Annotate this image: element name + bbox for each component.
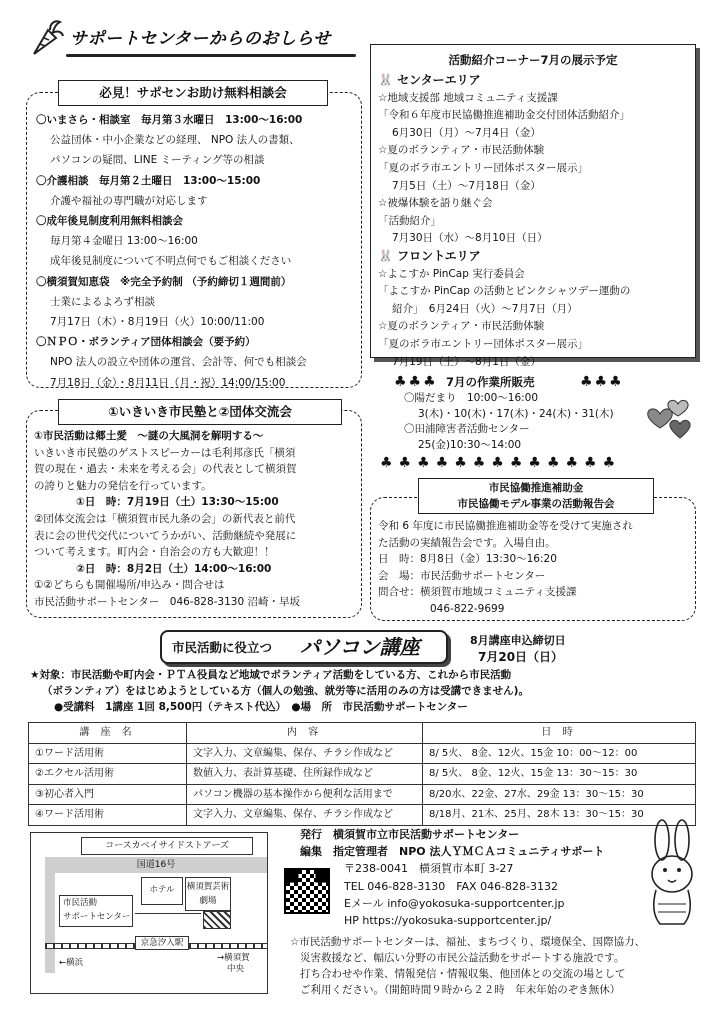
exhibit-line: 7月19日（土）～8月1日（金）	[392, 355, 541, 368]
consult-line: 公益団体・中小企業などの経理、 NPO 法人の書類、	[50, 134, 300, 147]
course-name: ②エクセル活用術	[29, 764, 187, 785]
clover-icon: ♣♣♣	[394, 374, 438, 390]
pc-deadline-label: 8月講座申込締切日	[470, 634, 566, 647]
publisher-tel: TEL 046-828-3130 FAX 046-828-3132	[344, 879, 559, 893]
map-route-label: 国道16号	[136, 860, 176, 870]
ikiiki-line: ①市民活動は郷土愛 ～謎の大風洞を解明する～	[34, 430, 264, 442]
report-line: 令和 6 年度に市民協働推進補助金等を受けて実施され	[378, 520, 633, 532]
course-schedule: 8/20水、22金、27水、29金 13：30～15：30	[423, 784, 696, 805]
ikiiki-line: ①②どちらも開催場所/申込み・問合せは	[34, 579, 225, 592]
support-news-title: サポートセンターからのおしらせ	[70, 29, 331, 49]
consult-line: 介護や福祉の専門職が対応します	[50, 194, 208, 207]
course-content: パソコン機器の基本操作から便利な活用まで	[187, 784, 423, 805]
publisher-postal: 〒238-0041 横須賀市本町 3-27	[344, 862, 514, 876]
exhibit-line: ☆よこすか PinCap 実行委員会	[378, 267, 525, 280]
consult-line: 毎月第４金曜日 13:00～16:00	[50, 235, 198, 248]
exhibit-line: ☆地域支援部 地域コミュニティ支援課	[378, 91, 558, 104]
ikiiki-title: ①いきいき市民塾と②団体交流会	[58, 399, 342, 425]
consult-line: 〇成年後見制度利用無料相談会	[36, 215, 183, 228]
report-title-line1: 市民協働推進補助金	[488, 482, 584, 494]
report-line: た活動の実績報告会です。入場自由。	[378, 536, 556, 549]
workshop-sale-body	[404, 391, 614, 453]
consult-line: パソコンの疑問、LINE ミーティング等の相談	[50, 154, 265, 167]
exhibit-title: 活動紹介コーナー7月の展示予定	[448, 53, 618, 67]
consult-line: 士業によるよろず相談	[50, 295, 155, 308]
rabbit-icon: 🐰	[378, 73, 393, 87]
map-route-road	[45, 857, 267, 873]
rabbit-mascot-icon	[640, 818, 706, 930]
ikiiki-line: 市民活動サポートセンター 046-828-3130 沼崎・早坂	[34, 595, 300, 608]
ikiiki-body	[34, 428, 360, 611]
map-station: 京急汐入駅	[135, 936, 189, 950]
consult-line: 7月17日（木）・8月19日（火）10:00/11:00	[50, 316, 265, 329]
ikiiki-line: 賀の現在・過去・未来を考える会」の代表として横須賀	[34, 463, 297, 476]
table-header: 日 時	[423, 723, 696, 744]
exhibit-line: 「よこすか PinCap の活動とピンクシャツデー運動の	[378, 285, 631, 298]
ikiiki-line: ついて考えます。町内会・自治会の方も大歓迎！！	[34, 546, 275, 559]
pc-target-line: ★対象：市民活動や町内会・ＰＴＡ役員など地域でボランティア活動をしている方、これから市民活動	[30, 669, 512, 681]
consult-line: 7月18日（金）・8月11日（月・祝）14:00/15:00	[50, 376, 286, 389]
consult-title: 必見！サポセンお助け無料相談会	[58, 80, 328, 106]
consult-line: NPO 法人の設立や団体の運営、会計等、何でも相談会	[50, 356, 307, 369]
table-header: 内 容	[187, 723, 423, 744]
course-name: ③初心者入門	[29, 784, 187, 805]
exhibit-line: 7月30日（水）～8月10日（日）	[392, 232, 548, 245]
center-area-title: センターエリア	[397, 73, 481, 87]
exhibit-line: 「夏のボラ市エントリー団体ポスター展示」	[378, 337, 588, 350]
ikiiki-line: ②日 時：8月2日（土）14:00～16:00	[76, 562, 272, 575]
map-store: コースカベイサイドストアーズ	[81, 837, 253, 855]
front-area-title: フロントエリア	[397, 248, 481, 263]
map-theater: 横須賀芸術劇場	[185, 877, 231, 911]
exhibit-line: 紹介」 6月24日（火）～7月7日（月）	[392, 302, 578, 315]
exhibit-line: 6月30日（月）～7月4日（金）	[392, 126, 541, 139]
workshop-line: 25(金)10:30～14:00	[418, 438, 522, 451]
map-to-right: →横須賀 中央	[217, 953, 250, 974]
consult-body	[36, 110, 358, 393]
map-center-block	[203, 911, 231, 929]
map-arrow	[135, 913, 201, 914]
footer-line: 災害救援など、幅広い分野の市民公益活動をサポートする施設です。	[300, 952, 625, 964]
pc-target-line: （ボランティア）をはじめようとしている方（個人の勉強、就労等に活用のみの方は受講できません)。	[42, 685, 529, 697]
table-row	[29, 764, 696, 785]
map-center-label: 市民活動 サポートセンター	[59, 895, 133, 927]
exhibit-body	[378, 72, 692, 371]
consult-line: 成年後見制度について不明点何でもご相談ください	[50, 255, 292, 268]
clover-row-icon: ♣♣♣♣♣♣♣♣♣♣♣♣♣	[380, 455, 622, 471]
pc-course-title-prefix: 市民活動に役立つ	[172, 640, 273, 655]
table-row	[29, 743, 696, 764]
workshop-line: 3(木)・10(木)・17(木)・24(木)・31(木)	[418, 407, 614, 420]
course-content: 文字入力、文章編集、保存、チラシ作成など	[187, 805, 423, 826]
table-row	[29, 784, 696, 805]
ikiiki-line: ①日 時：7月19日（土）13:30～15:00	[76, 496, 279, 509]
pc-fee-line: ●受講料 1講座 1回 8,500円（テキスト代込） ●場 所 市民活動サポートセンター	[54, 701, 468, 713]
course-schedule: 8/ 5火、 8金、12火、15金 13：30～15：30	[423, 764, 696, 785]
access-map	[30, 832, 268, 994]
course-table	[28, 722, 696, 826]
exhibit-line: ☆被爆体験を語り継ぐ会	[378, 197, 493, 210]
map-hotel: ホテル	[141, 877, 183, 905]
course-name: ④ワード活用術	[29, 805, 187, 826]
report-line: 日 時：8月8日（金）13:30～16:20	[378, 553, 557, 565]
exhibit-line: 7月5日（土）～7月18日（金）	[392, 179, 541, 192]
table-header: 講 座 名	[29, 723, 187, 744]
course-content: 文字入力、文章編集、保存、チラシ作成など	[187, 743, 423, 764]
ikiiki-line: ②団体交流会は「横須賀市民九条の会」の新代表と前代	[34, 512, 296, 525]
course-schedule: 8/18月、21木、25月、28木 13：30～15：30	[423, 805, 696, 826]
exhibit-line: ☆夏のボランティア・市民活動体験	[378, 144, 545, 157]
consult-line: 〇ＮＰＯ・ボランティア団体相談会（要予約）	[36, 336, 256, 349]
map-side-road	[45, 873, 55, 973]
rabbit-icon: 🐰	[378, 248, 393, 263]
clover-icon: ♣♣♣	[580, 374, 624, 390]
carrot-icon	[26, 18, 64, 58]
exhibit-line: ☆夏のボランティア・市民活動体験	[378, 320, 545, 333]
exhibit-line: 「活動紹介」	[378, 214, 441, 227]
exhibit-line: 「令和６年度市民協働推進補助金交付団体活動紹介」	[378, 109, 630, 122]
pc-course-title-main: パソコン講座	[300, 635, 420, 659]
report-title-line2: 市民協働モデル事業の活動報告会	[457, 498, 615, 510]
map-to-left: ←横浜	[59, 958, 84, 968]
table-row	[29, 805, 696, 826]
publisher-line: 発行 横須賀市立市民活動サポートセンター	[300, 828, 520, 841]
ikiiki-line: の誇りと魅力の発信を行っています。	[34, 479, 212, 492]
hearts-icon	[646, 398, 696, 442]
table-header-row	[29, 723, 696, 744]
footer-line: 打ち合わせや作業、情報発信・情報収集、他団体との交流の場として	[300, 968, 626, 980]
footer-line: ご利用ください。（開館時間９時から２２時 年末年始のぞき無休）	[300, 984, 621, 996]
course-schedule: 8/ 5火、 8金、12火、15金 10：00～12：00	[423, 743, 696, 764]
footer-line: ☆市民活動サポートセンターは、福祉、まちづくり、環境保全、国際協力、	[290, 936, 646, 948]
exhibit-line: 「夏のボラ市エントリー団体ポスター展示」	[378, 161, 588, 174]
publisher-line: 編集 指定管理者 NPO 法人ＹＭＣＡコミュニティサポート	[300, 845, 605, 859]
publisher-email[interactable]: Eメール info@yokosuka-supportcenter.jp	[344, 896, 565, 910]
workshop-line: 〇田浦障害者活動センター	[404, 423, 530, 435]
footer-note	[290, 934, 710, 998]
course-content: 数値入力、表計算基礎、住所録作成など	[187, 764, 423, 785]
workshop-line: 〇陽だまり 10:00～16:00	[404, 392, 539, 404]
publisher-block	[300, 826, 660, 929]
course-name: ①ワード活用術	[29, 743, 187, 764]
report-body	[378, 518, 694, 617]
ikiiki-line: 表に会の世代交代についてうかがい、活動継続や発展に	[34, 529, 297, 542]
pc-target	[30, 667, 710, 715]
report-line: 会 場：市民活動サポートセンター	[378, 569, 546, 582]
report-line: 046-822-9699	[430, 602, 505, 615]
ikiiki-line: いきいき市民塾のゲストスピーカーは毛利邦彦氏「横須	[34, 446, 296, 459]
workshop-sale-title: 7月の作業所販売	[446, 375, 535, 389]
publisher-hp[interactable]: HP https://yokosuka-supportcenter.jp/	[344, 914, 552, 928]
consult-line: 〇介護相談 毎月第２土曜日 13:00～15:00	[36, 174, 261, 187]
consult-line: 〇横須賀知恵袋 ※完全予約制 （予約締切１週間前）	[36, 275, 292, 288]
consult-line: 〇いまさら・相談室 毎月第３水曜日 13:00～16:00	[36, 114, 303, 126]
pc-deadline-date: 7月20日（日）	[478, 650, 564, 664]
title-underline	[66, 54, 356, 57]
report-title	[418, 478, 654, 514]
report-line: 問合せ：横須賀市地域コミュニティ支援課	[378, 586, 577, 598]
course-table-wrap	[28, 722, 696, 826]
